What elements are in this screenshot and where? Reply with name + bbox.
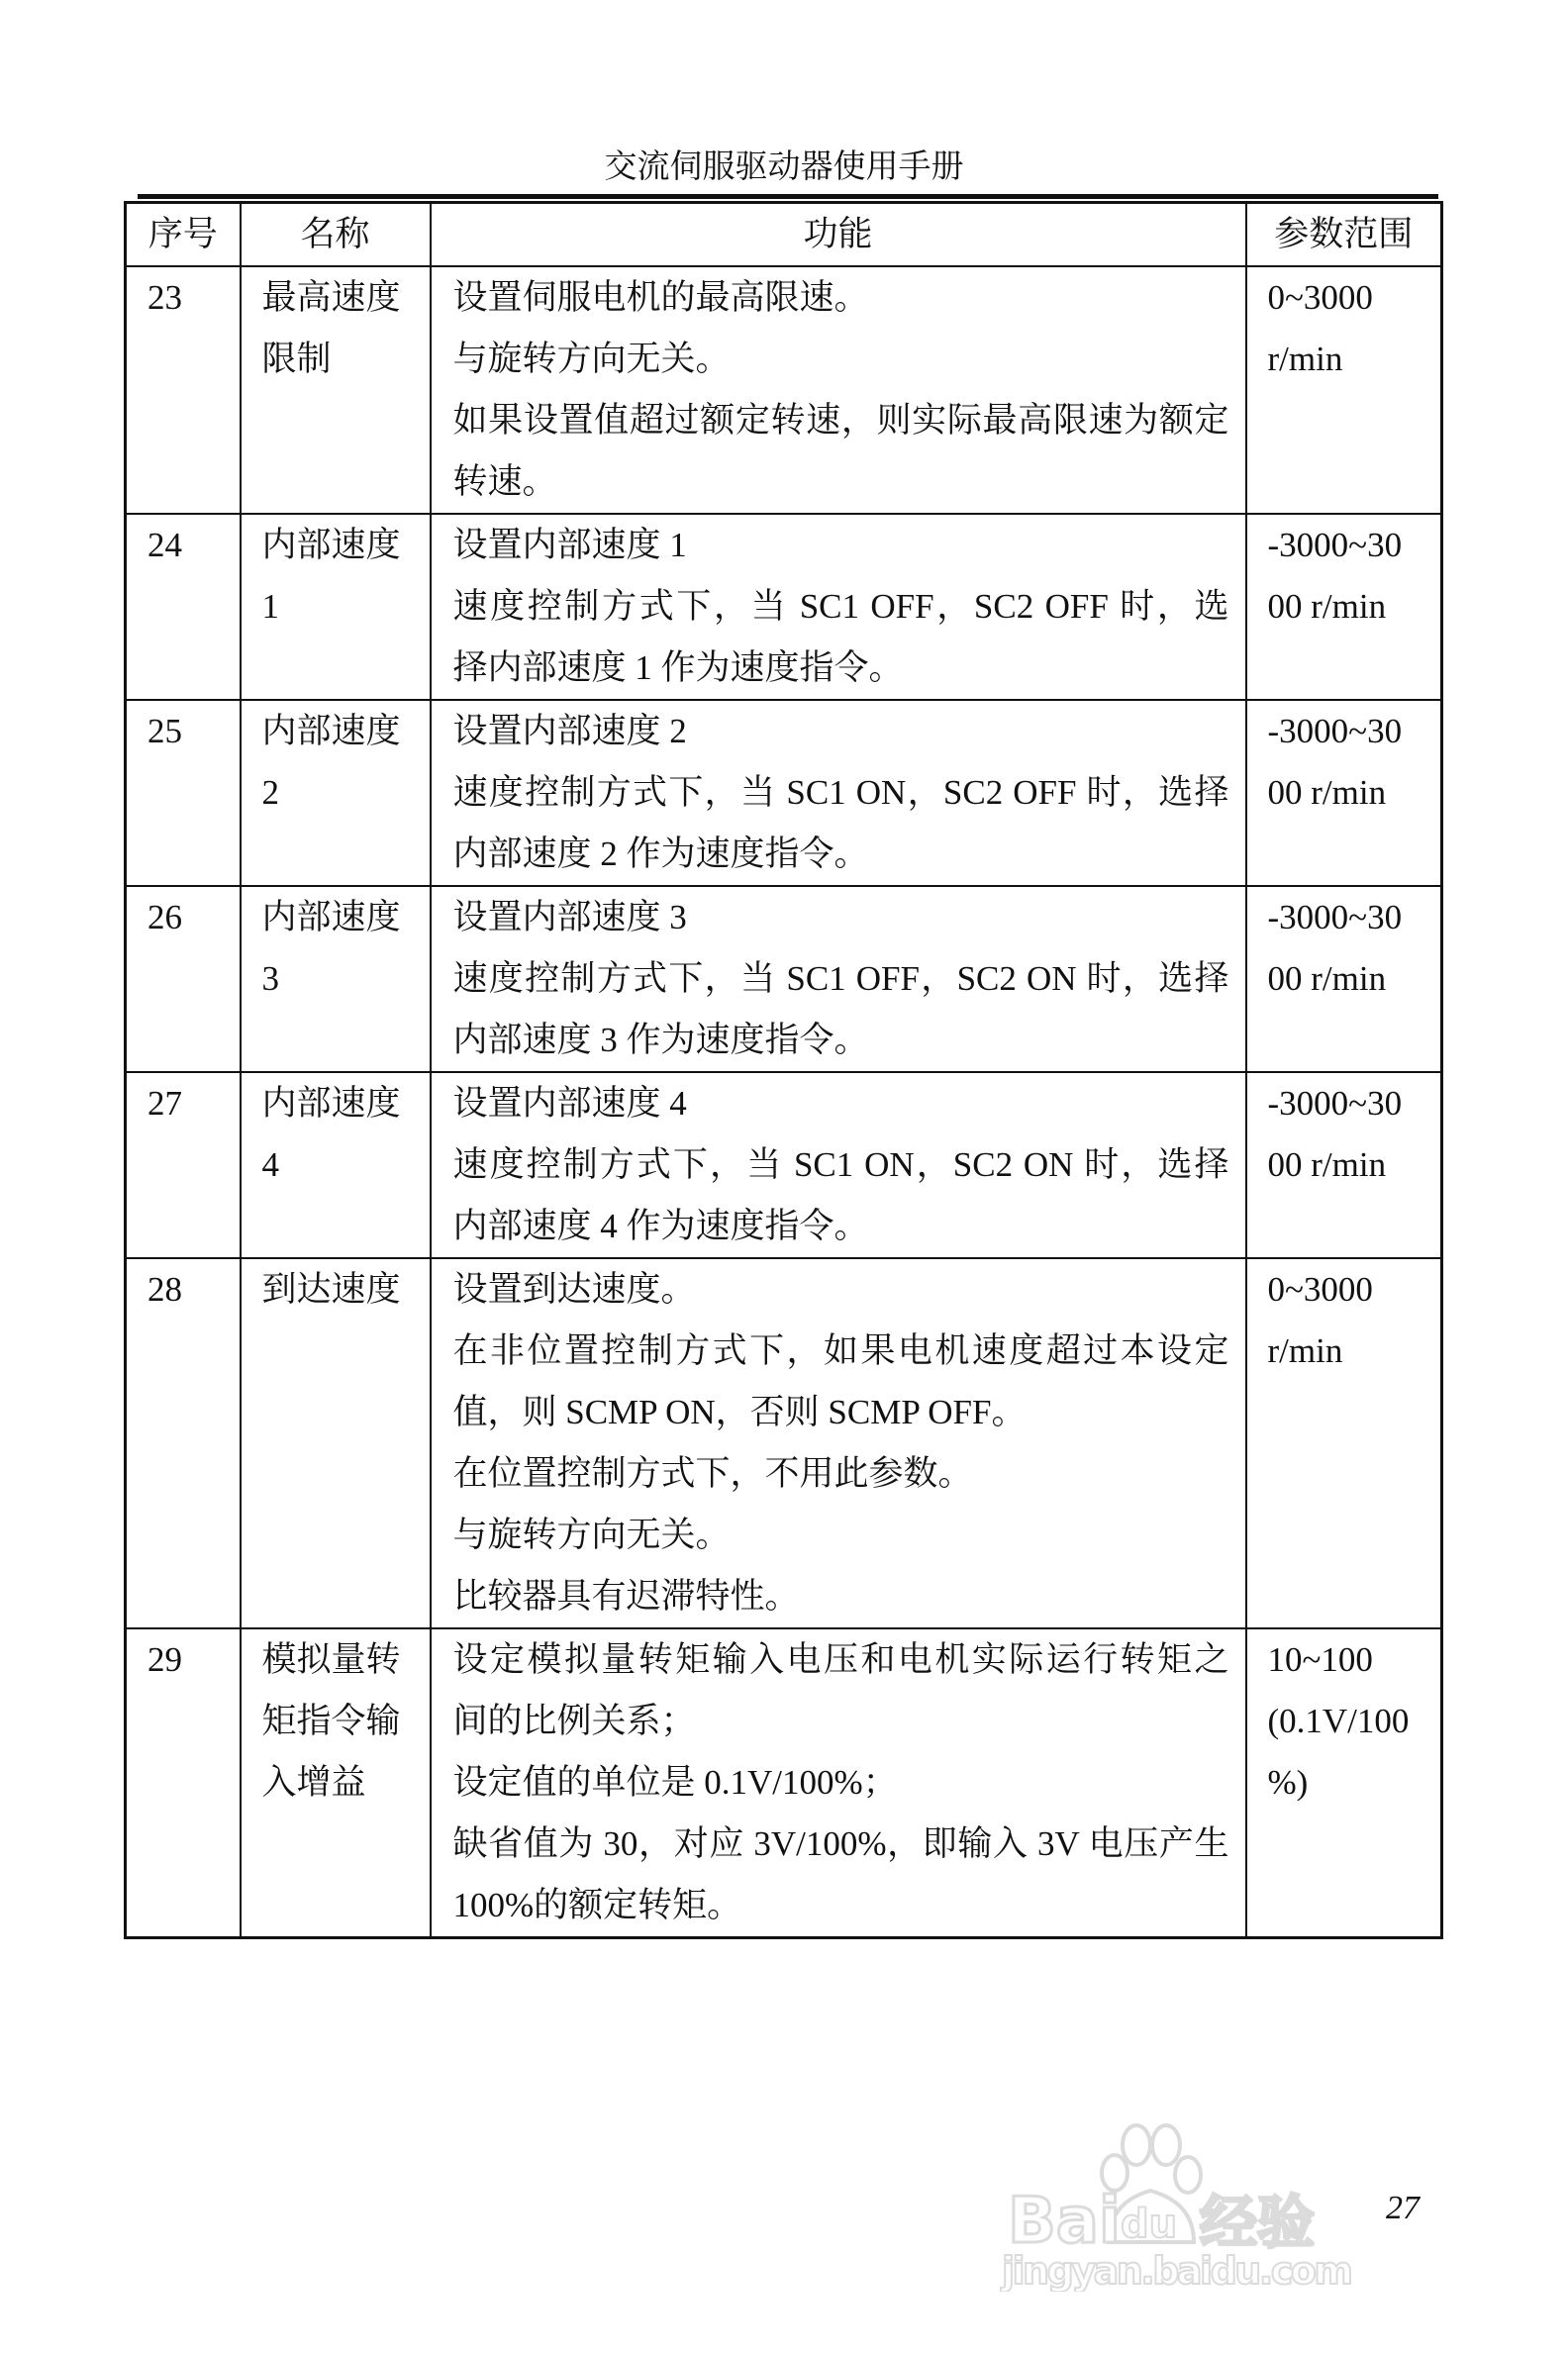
- function-description-line: 内部速度 3 作为速度指令。: [452, 1021, 869, 1059]
- column-header-function: 功能: [431, 203, 1246, 267]
- function-description-line: 设置伺服电机的最高限速。: [452, 278, 869, 317]
- table-row: [126, 700, 1442, 886]
- document-title: 交流伺服驱动器使用手册: [604, 149, 964, 185]
- parameter-range-line: -3000~30: [1267, 898, 1403, 936]
- parameter-name-line: 内部速度: [261, 712, 401, 750]
- function-description-line: 择内部速度 1 作为速度指令。: [452, 648, 904, 687]
- parameter-range-line: 0~3000: [1267, 1270, 1373, 1309]
- function-description-line: 设置内部速度 3: [452, 898, 687, 936]
- function-description-line: 设定模拟量转矩输入电压和电机实际运行转矩之: [452, 1640, 1229, 1679]
- cell-function: [431, 266, 1246, 514]
- function-description-line: 设定值的单位是 0.1V/100%；: [452, 1763, 898, 1802]
- parameter-range-line: r/min: [1267, 1331, 1343, 1370]
- table-row: [126, 1072, 1442, 1258]
- parameter-name-line: 入增益: [261, 1763, 366, 1802]
- cell-function: [431, 514, 1246, 700]
- cell-name: [241, 514, 431, 700]
- cell-range: [1246, 886, 1442, 1072]
- function-description-line: 转速。: [452, 462, 557, 501]
- cell-function: [431, 1258, 1246, 1628]
- function-description-line: 设置到达速度。: [452, 1270, 696, 1309]
- function-description-line: 速度控制方式下，当 SC1 ON，SC2 ON 时，选择: [452, 1145, 1229, 1184]
- parameter-name-line: 内部速度: [261, 1084, 401, 1123]
- parameter-index: 29: [147, 1640, 182, 1679]
- cell-function: [431, 886, 1246, 1072]
- parameter-range-line: %): [1267, 1763, 1309, 1802]
- function-description-line: 速度控制方式下，当 SC1 ON，SC2 OFF 时，选择: [452, 773, 1229, 812]
- parameter-name-line: 4: [261, 1145, 279, 1184]
- table-row: [126, 1258, 1442, 1628]
- cell-range: [1246, 1258, 1442, 1628]
- parameter-index: 26: [147, 898, 182, 936]
- cell-range: [1246, 266, 1442, 514]
- function-description-line: 间的比例关系；: [452, 1702, 696, 1740]
- function-description-line: 值，则 SCMP ON，否则 SCMP OFF。: [452, 1393, 1027, 1431]
- cell-index: [126, 266, 241, 514]
- parameter-name-line: 2: [261, 773, 279, 812]
- svg-text:Bai: Bai: [1008, 2185, 1121, 2258]
- svg-text:du: du: [1121, 2202, 1178, 2247]
- function-description-line: 内部速度 2 作为速度指令。: [452, 834, 869, 873]
- parameter-name-line: 到达速度: [261, 1270, 401, 1309]
- function-description-line: 与旋转方向无关。: [452, 340, 731, 378]
- parameter-table: [124, 201, 1443, 1939]
- parameter-index: 24: [147, 526, 182, 564]
- header-rule: [138, 194, 1438, 199]
- table-row: [126, 886, 1442, 1072]
- column-header-range: 参数范围: [1246, 203, 1442, 267]
- parameter-index: 28: [147, 1270, 182, 1309]
- function-description-line: 设置内部速度 1: [452, 526, 687, 564]
- parameter-range-line: 10~100: [1267, 1640, 1373, 1679]
- function-description-line: 在非位置控制方式下，如果电机速度超过本设定: [452, 1331, 1229, 1370]
- parameter-name-line: 最高速度: [261, 278, 401, 317]
- cell-range: [1246, 1072, 1442, 1258]
- parameter-range-line: -3000~30: [1267, 712, 1403, 750]
- parameter-range-line: 0~3000: [1267, 278, 1373, 317]
- cell-range: [1246, 514, 1442, 700]
- parameter-name-line: 内部速度: [261, 526, 401, 564]
- cell-index: [126, 1628, 241, 1938]
- cell-name: [241, 1258, 431, 1628]
- parameter-range-line: 00 r/min: [1267, 1145, 1387, 1184]
- column-header-index: 序号: [126, 203, 241, 267]
- table-row: [126, 266, 1442, 514]
- cell-name: [241, 1072, 431, 1258]
- cell-index: [126, 700, 241, 886]
- parameter-range-line: 00 r/min: [1267, 587, 1387, 626]
- cell-name: [241, 1628, 431, 1938]
- cell-index: [126, 1072, 241, 1258]
- parameter-index: 23: [147, 278, 182, 317]
- cell-name: [241, 266, 431, 514]
- parameter-name-line: 模拟量转: [261, 1640, 401, 1679]
- parameter-range-line: -3000~30: [1267, 1084, 1403, 1123]
- function-description-line: 在位置控制方式下，不用此参数。: [452, 1454, 973, 1493]
- cell-index: [126, 886, 241, 1072]
- function-description-line: 内部速度 4 作为速度指令。: [452, 1207, 869, 1245]
- function-description-line: 设置内部速度 4: [452, 1084, 687, 1123]
- parameter-name-line: 限制: [261, 340, 332, 378]
- cell-name: [241, 700, 431, 886]
- function-description-line: 速度控制方式下，当 SC1 OFF，SC2 ON 时，选择: [452, 959, 1229, 998]
- function-description-line: 与旋转方向无关。: [452, 1516, 731, 1554]
- function-description-line: 速度控制方式下，当 SC1 OFF，SC2 OFF 时，选: [452, 587, 1229, 626]
- parameter-name-line: 3: [261, 959, 279, 998]
- parameter-range-line: 00 r/min: [1267, 959, 1387, 998]
- parameter-name-line: 内部速度: [261, 898, 401, 936]
- svg-text:经验: 经验: [1200, 2189, 1316, 2256]
- parameter-range-line: (0.1V/100: [1267, 1702, 1410, 1740]
- function-description-line: 如果设置值超过额定转速，则实际最高限速为额定: [452, 401, 1229, 440]
- cell-function: [431, 700, 1246, 886]
- parameter-name-line: 1: [261, 587, 279, 626]
- svg-text:jingyan.baidu.com: jingyan.baidu.com: [1002, 2249, 1353, 2292]
- cell-name: [241, 886, 431, 1072]
- function-description-line: 缺省值为 30，对应 3V/100%，即输入 3V 电压产生: [452, 1824, 1229, 1863]
- function-description-line: 比较器具有迟滞特性。: [452, 1577, 800, 1616]
- cell-range: [1246, 700, 1442, 886]
- baidu-jingyan-watermark-logo: [1000, 2113, 1361, 2292]
- cell-function: [431, 1628, 1246, 1938]
- cell-range: [1246, 1628, 1442, 1938]
- cell-index: [126, 514, 241, 700]
- parameter-name-line: 矩指令输: [261, 1702, 401, 1740]
- table-row: [126, 514, 1442, 700]
- parameter-range-line: r/min: [1267, 340, 1343, 378]
- cell-index: [126, 1258, 241, 1628]
- column-header-name: 名称: [241, 203, 431, 267]
- page-number: 27: [1386, 2190, 1420, 2226]
- table-row: [126, 1628, 1442, 1938]
- function-description-line: 设置内部速度 2: [452, 712, 687, 750]
- table-header-row: [126, 203, 1442, 267]
- function-description-line: 100%的额定转矩。: [452, 1886, 742, 1924]
- parameter-index: 25: [147, 712, 182, 750]
- parameter-range-line: 00 r/min: [1267, 773, 1387, 812]
- cell-function: [431, 1072, 1246, 1258]
- parameter-range-line: -3000~30: [1267, 526, 1403, 564]
- parameter-index: 27: [147, 1084, 182, 1123]
